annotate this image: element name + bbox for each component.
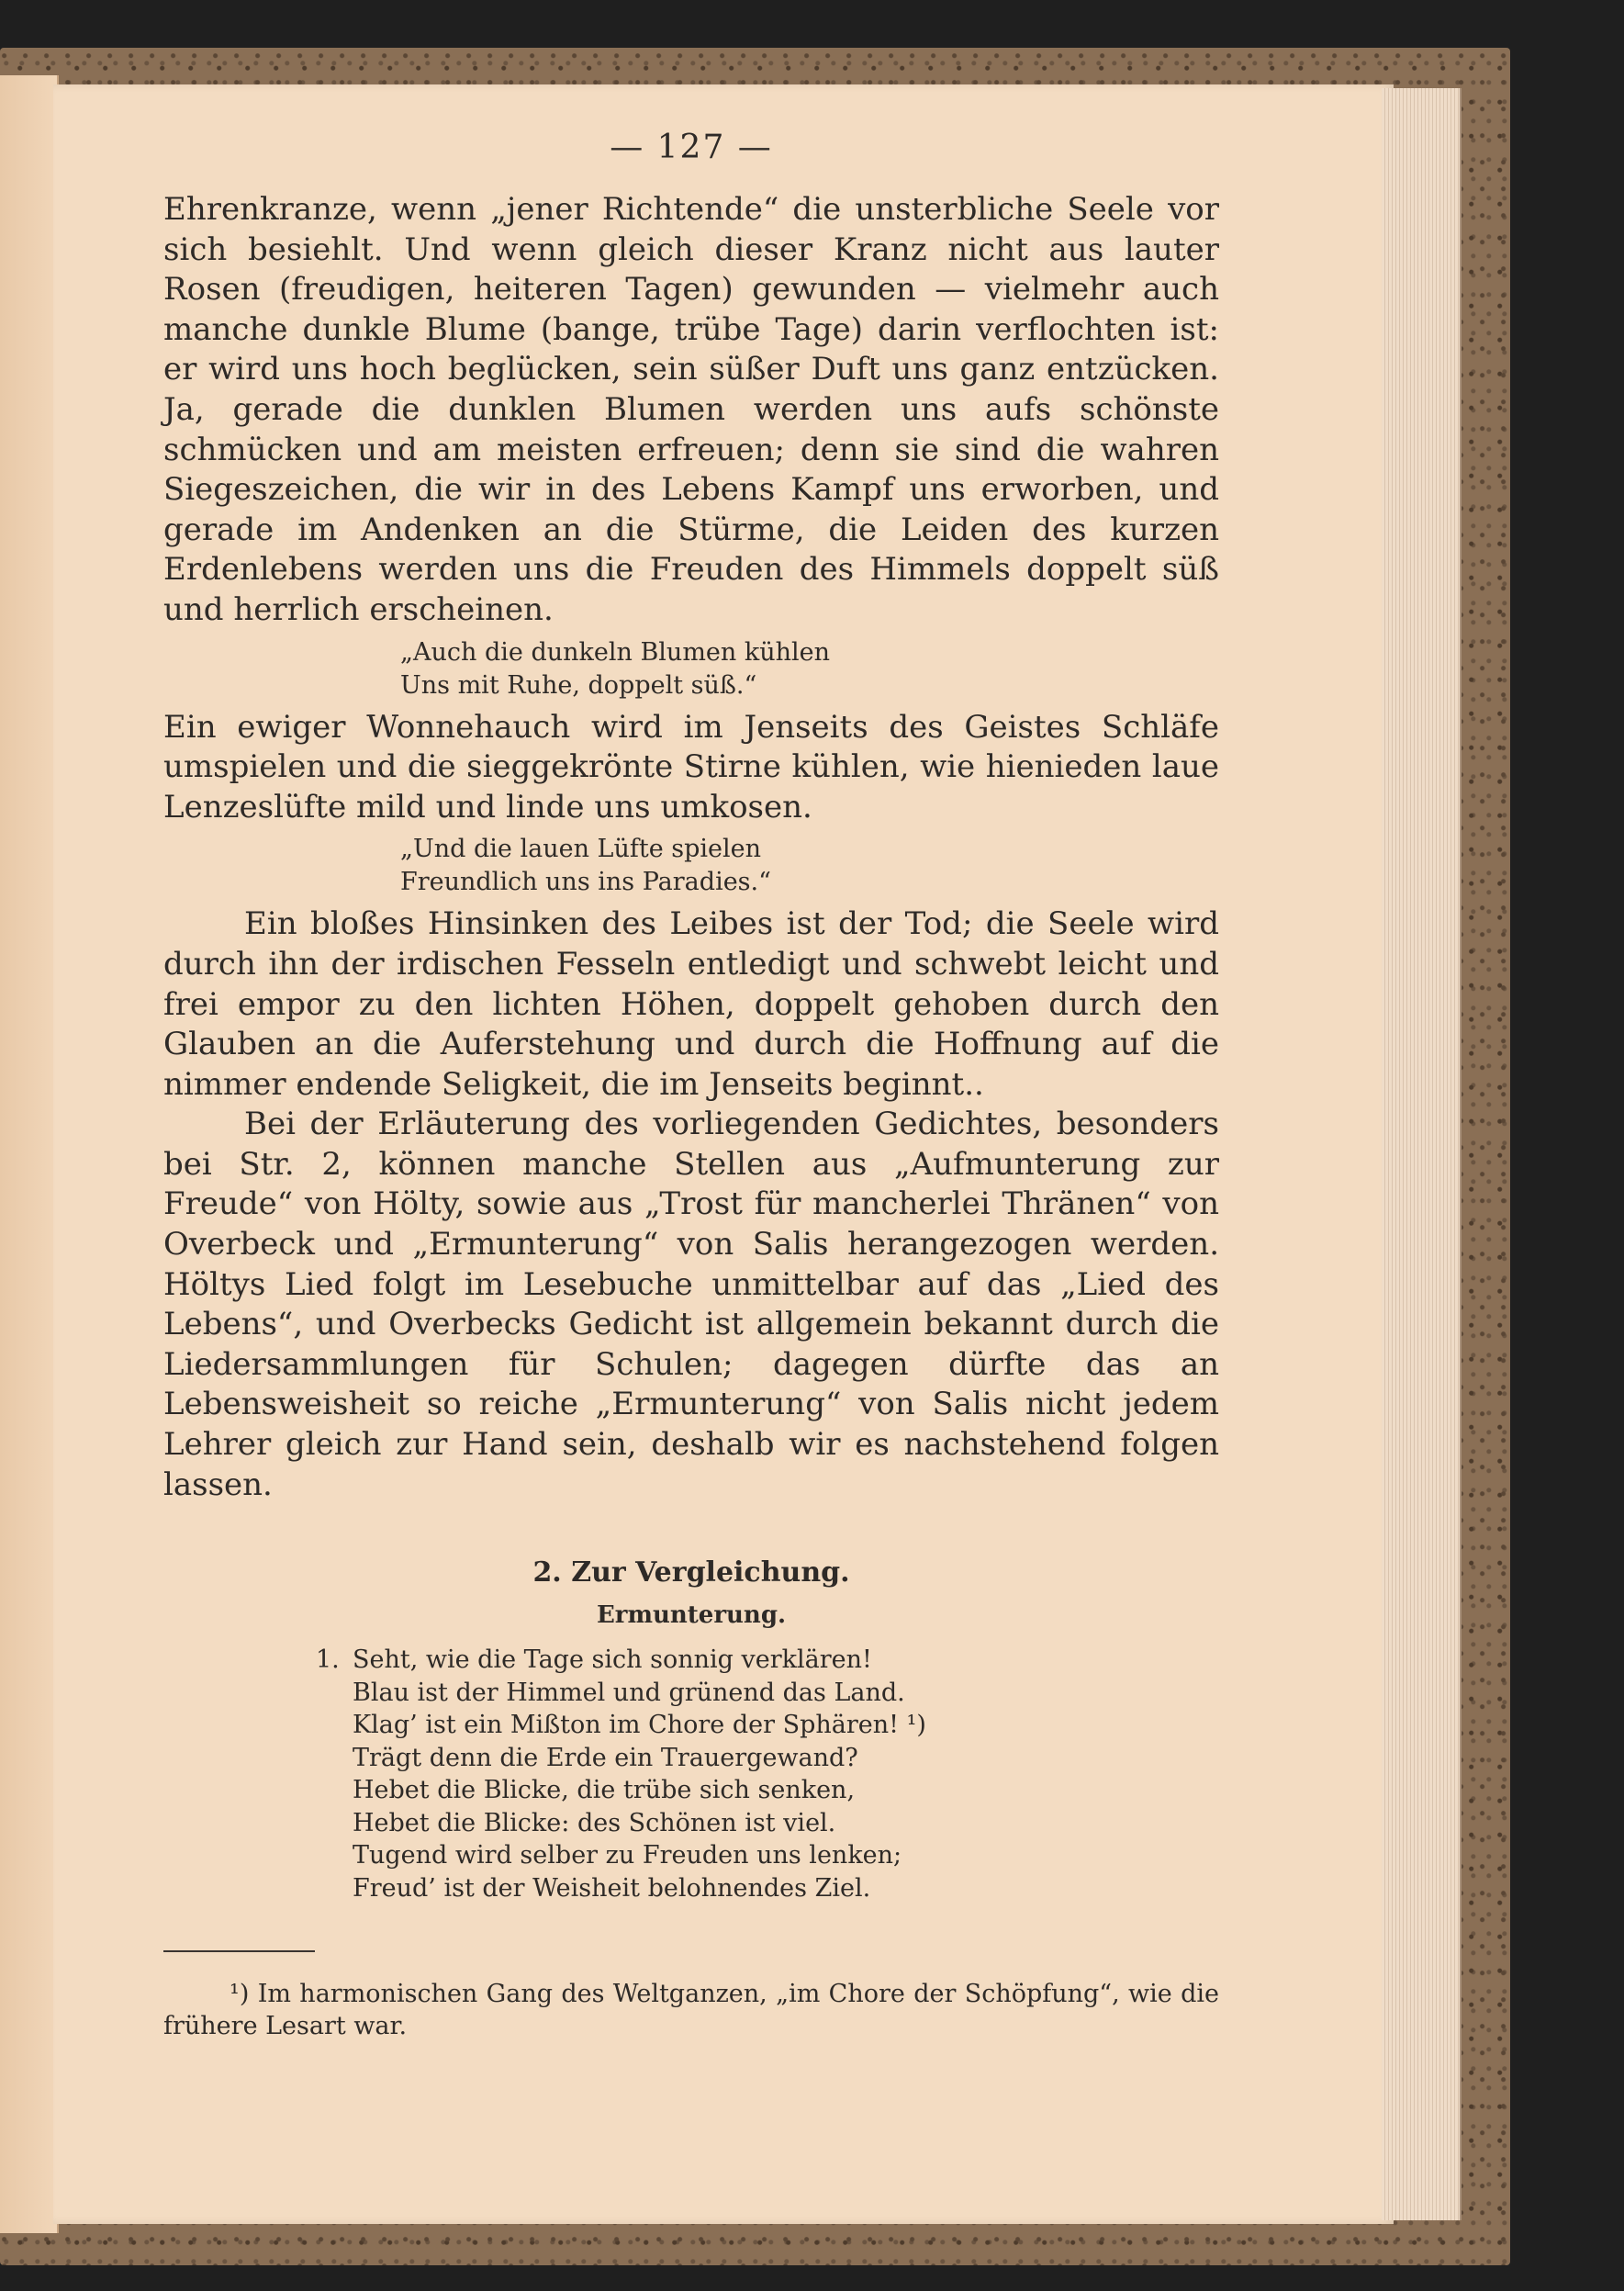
poem-line: Hebet die Blicke: des Schönen ist viel. — [353, 1808, 836, 1837]
poem-line: Hebet die Blicke, die trübe sich senken, — [353, 1776, 856, 1805]
paragraph-2: Ein ewiger Wonnehauch wird im Jenseits des Geistes Schläfe umspielen und die sieggekrönte Stirne kühlen, wie hienieden laue Lenzeslüfte mild und linde uns umkosen. — [163, 708, 1219, 825]
paragraph-1: Ehrenkranze, wenn „jener Richtende“ die unsterbliche Seele vor sich besiehlt. Und wenn gleich dieser Kranz nicht aus lauter Rosen (freudigen, heiteren Tagen) gewunden — vielmehr auch manche dunkle Blume (bange, trübe Tage) darin verflochten ist: er wird uns hoch beglücken, sein süßer Duft uns ganz entzücken. Ja, gerade die dunklen Blumen werden uns aufs schönste schmücken und am meisten erfreuen; denn sie sind die wahren Siegeszeichen, die wir in des Lebens Kampf uns erworben, und gerade im Andenken an die Stürme, die Leiden des kurzen Erdenlebens werden uns die Freuden des Himmels doppelt süß und herrlich erscheinen. — [163, 191, 1219, 628]
quote-line: Uns mit Ruhe, doppelt süß.“ — [400, 670, 757, 700]
footnote: ¹) Im harmonischen Gang des Weltganzen, „im Chore der Schöpfung“, wie die frühere Lesart war. — [163, 1980, 1219, 2041]
poem-line: Klag’ ist ein Mißton im Chore der Sphären! ¹) — [353, 1711, 926, 1740]
poem-line — [316, 1644, 1219, 1677]
quote-line: Freundlich uns ins Paradies.“ — [400, 868, 771, 897]
section-heading: 2. Zur Vergleichung. — [532, 1556, 850, 1589]
poem-line: Tugend wird selber zu Freuden uns lenken; — [353, 1841, 902, 1870]
poem-line-text: Seht, wie die Tage sich sonnig verklären! — [353, 1645, 872, 1675]
page-number: — 127 — — [610, 129, 773, 166]
page-text — [163, 119, 1219, 2042]
poem — [316, 1644, 1219, 1904]
quote-line: „Auch die dunkeln Blumen kühlen — [400, 637, 831, 667]
paragraph-3: Ein bloßes Hinsinken des Leibes ist der Tod; die Seele wird durch ihn der irdischen Fesseln entledigt und schwebt leicht und frei empor zu den lichten Höhen, doppelt gehoben durch den Glauben an die Auferstehung und durch die Hoffnung auf die nimmer endende Seligkeit, die im Jenseits beginnt.. — [163, 905, 1219, 1103]
quote-1 — [400, 636, 1219, 702]
quote-line: „Und die lauen Lüfte spielen — [400, 835, 762, 864]
poem-line: Freud’ ist der Weisheit belohnendes Ziel. — [353, 1873, 871, 1903]
paragraph-4: Bei der Erläuterung des vorliegenden Gedichtes, besonders bei Str. 2, können manche Stellen aus „Aufmunterung zur Freude“ von Hölty, sowie aus „Trost für mancherlei Thränen“ von Overbeck und „Ermunterung“ von Salis herangezogen werden. Höltys Lied folgt im Lesebuche unmittelbar auf das „Lied des Lebens“, und Overbecks Gedicht ist allgemein bekannt durch die Liedersammlungen für Schulen; dagegen dürfte das an Lebensweisheit so reiche „Ermunterung“ von Salis nicht jedem Lehrer gleich zur Hand sein, deshalb wir es nachstehend folgen lassen. — [163, 1106, 1219, 1503]
quote-2 — [400, 833, 1219, 899]
poem-title: Ermunterung. — [596, 1601, 787, 1630]
poem-line: Blau ist der Himmel und grünend das Land. — [353, 1678, 905, 1707]
stanza-number: 1. — [316, 1645, 340, 1675]
poem-line: Trägt denn die Erde ein Trauergewand? — [353, 1743, 858, 1772]
page-edges — [1382, 88, 1462, 2220]
left-page-edge — [0, 75, 59, 2233]
footnote-divider — [163, 1950, 315, 1952]
